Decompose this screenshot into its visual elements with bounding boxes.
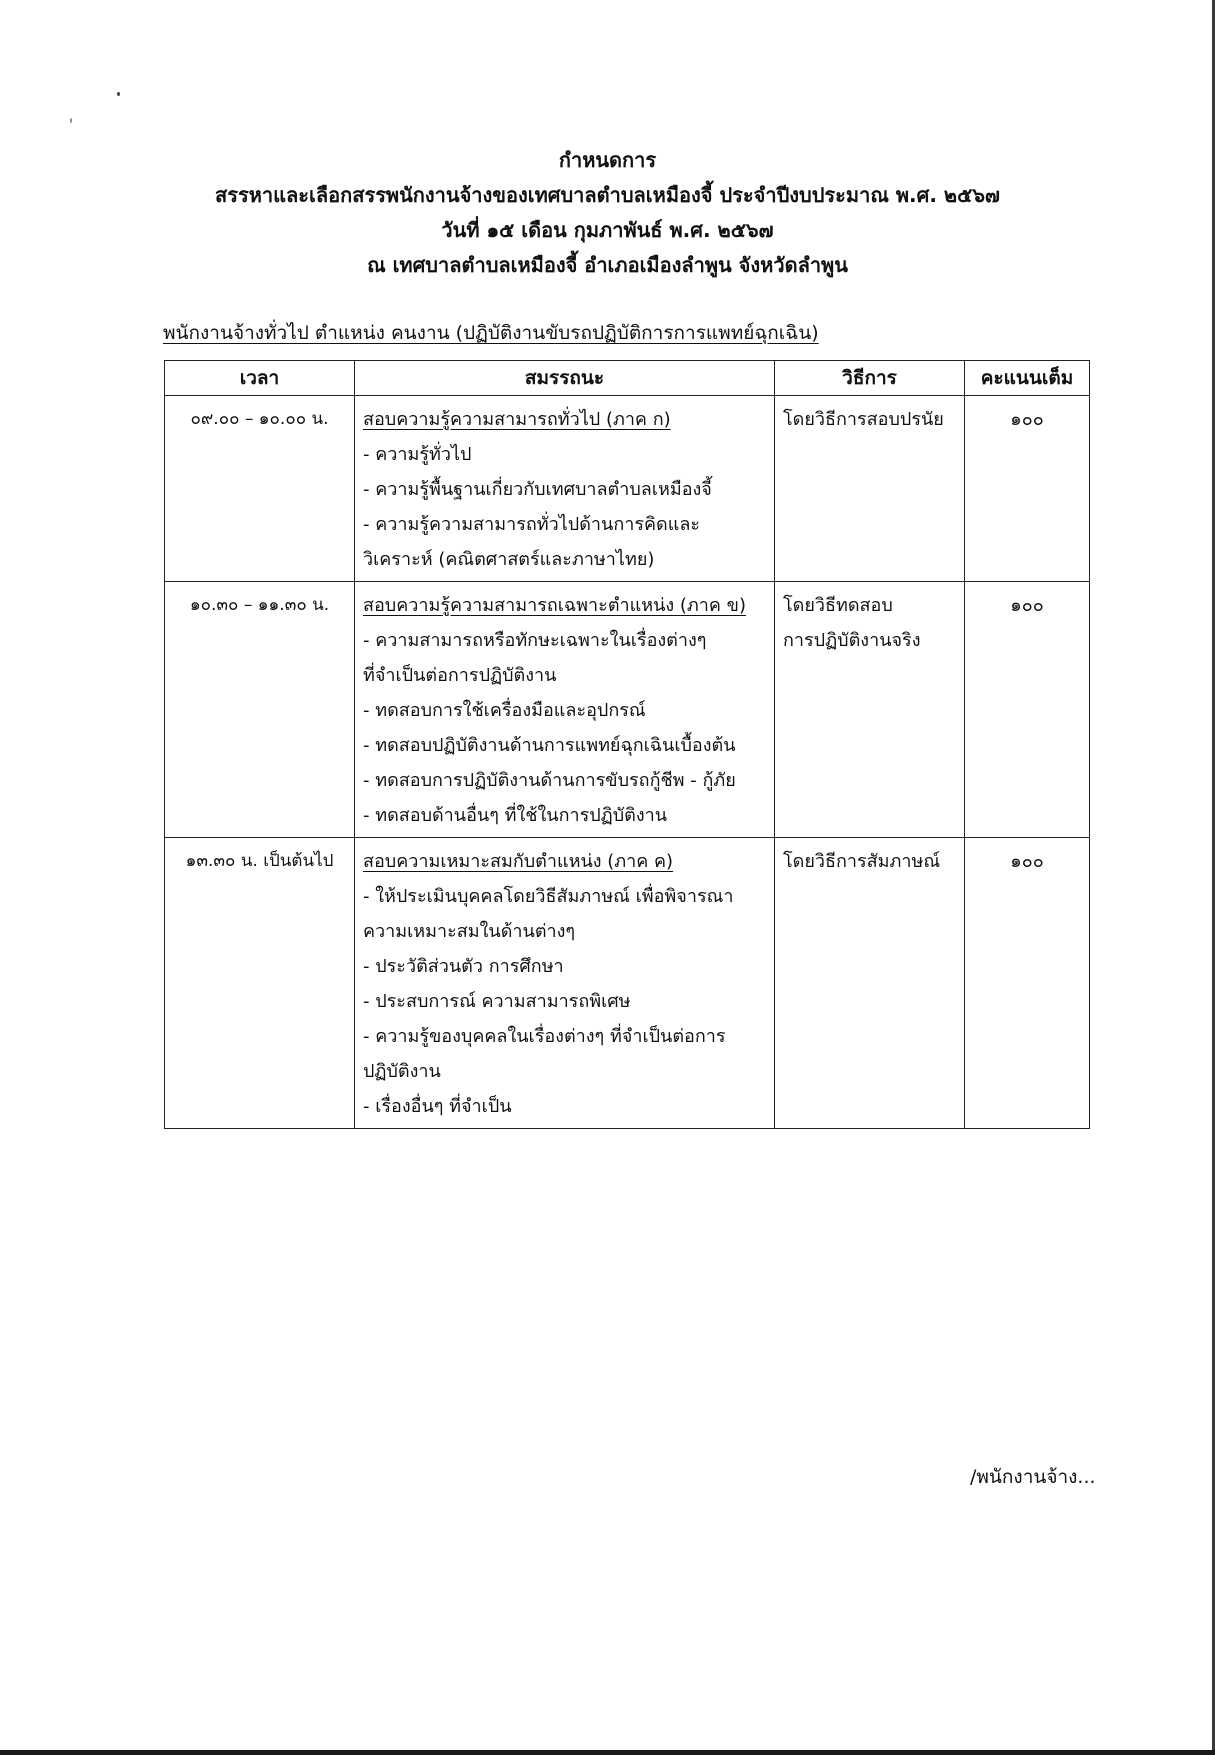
competency-item: - ประวัติส่วนตัว การศึกษา [363,956,564,977]
cell-score: ๑๐๐ [965,582,1090,838]
cell-competency [355,396,775,582]
header-method: วิธีการ [775,361,965,396]
competency-item: - ความรู้ทั่วไป [363,444,472,465]
competency-item: ปฏิบัติงาน [363,1061,441,1082]
competency-item: - เรื่องอื่นๆ ที่จำเป็น [363,1096,512,1117]
cell-method [775,582,965,838]
continuation-note: /พนักงานจ้าง... [970,1466,1096,1488]
competency-item: - ทดสอบการใช้เครื่องมือและอุปกรณ์ [363,700,646,721]
header-competency: สมรรถนะ [355,361,775,396]
table-row [165,396,1090,582]
header-location: ณ เทศบาลตำบลเหมืองจี้ อำเภอเมืองลำพูน จังหวัดลำพูน [367,253,848,277]
cell-competency [355,838,775,1129]
competency-item: - ความรู้ของบุคคลในเรื่องต่างๆ ที่จำเป็นต่อการ [363,1026,726,1047]
document-header [0,143,1215,283]
method-text: โดยวิธีการสัมภาษณ์ [783,851,941,872]
cell-score: ๑๐๐ [965,396,1090,582]
section-title: พนักงานจ้างทั่วไป ตำแหน่ง คนงาน (ปฏิบัติงานขับรถปฏิบัติการการแพทย์ฉุกเฉิน) [163,322,819,344]
cell-time: ๑๐.๓๐ – ๑๑.๓๐ น. [165,582,355,838]
table-header-row [165,361,1090,396]
header-title: กำหนดการ [558,148,657,172]
competency-item: - ความรู้ความสามารถทั่วไปด้านการคิดและ [363,514,701,535]
cell-method [775,396,965,582]
scan-speck [70,118,72,123]
scan-edge-bottom [0,1750,1215,1755]
competency-item: - ให้ประเมินบุคคลโดยวิธีสัมภาษณ์ เพื่อพิจารณา [363,886,734,907]
cell-time: ๑๓.๓๐ น. เป็นต้นไป [165,838,355,1129]
header-date: วันที่ ๑๕ เดือน กุมภาพันธ์ พ.ศ. ๒๕๖๗ [441,218,774,242]
competency-title: สอบความรู้ความสามารถเฉพาะตำแหน่ง (ภาค ข) [363,595,746,616]
header-time: เวลา [165,361,355,396]
competency-item: - ความสามารถหรือทักษะเฉพาะในเรื่องต่างๆ [363,630,707,651]
competency-item: วิเคราะห์ (คณิตศาสตร์และภาษาไทย) [363,549,655,570]
method-text: โดยวิธีการสอบปรนัย [783,409,944,430]
competency-item: ที่จำเป็นต่อการปฏิบัติงาน [363,665,557,686]
method-text: การปฏิบัติงานจริง [783,630,921,651]
method-text: โดยวิธีทดสอบ [783,595,893,616]
competency-item: - ทดสอบการปฏิบัติงานด้านการขับรถกู้ชีพ - กู้ภัย [363,770,736,791]
schedule-table [164,360,1090,1129]
cell-time: ๐๙.๐๐ – ๑๐.๐๐ น. [165,396,355,582]
competency-item: ความเหมาะสมในด้านต่างๆ [363,921,576,942]
header-full-score: คะแนนเต็ม [965,361,1090,396]
cell-method [775,838,965,1129]
scan-speck [117,92,120,96]
competency-item: - ทดสอบด้านอื่นๆ ที่ใช้ในการปฏิบัติงาน [363,805,668,826]
competency-title: สอบความรู้ความสามารถทั่วไป (ภาค ก) [363,409,671,430]
cell-competency [355,582,775,838]
competency-title: สอบความเหมาะสมกับตำแหน่ง (ภาค ค) [363,851,674,872]
cell-score: ๑๐๐ [965,838,1090,1129]
competency-item: - ประสบการณ์ ความสามารถพิเศษ [363,991,631,1012]
competency-item: - ทดสอบปฏิบัติงานด้านการแพทย์ฉุกเฉินเบื้องต้น [363,735,736,756]
header-subtitle: สรรหาและเลือกสรรพนักงานจ้างของเทศบาลตำบลเหมืองจี้ ประจำปีงบประมาณ พ.ศ. ๒๕๖๗ [215,183,1000,207]
competency-item: - ความรู้พื้นฐานเกี่ยวกับเทศบาลตำบลเหมืองจี้ [363,479,712,500]
table-row [165,582,1090,838]
table-row [165,838,1090,1129]
